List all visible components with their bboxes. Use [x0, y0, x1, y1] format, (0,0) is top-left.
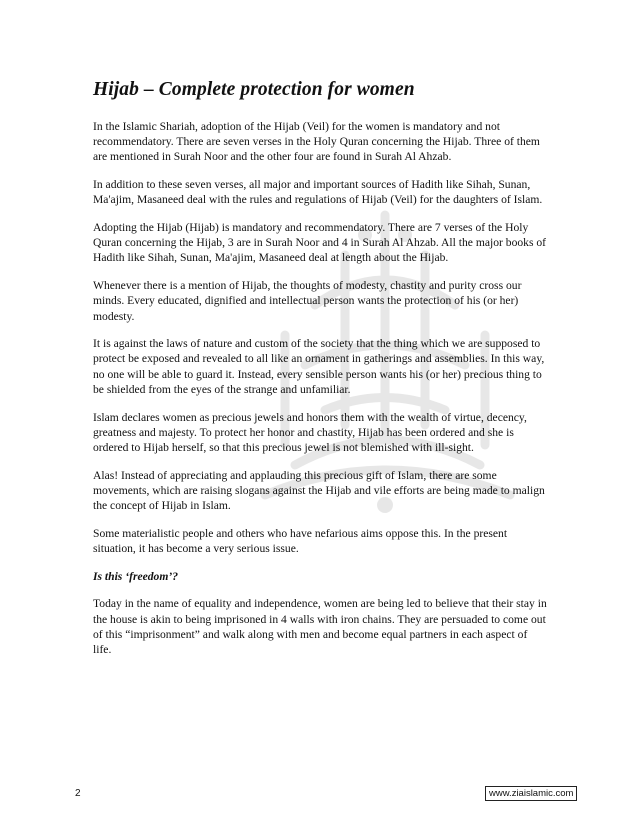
footer-website-link[interactable]: www.ziaislamic.com	[485, 786, 577, 801]
paragraph: Alas! Instead of appreciating and applauding this precious gift of Islam, there are some movements, which are raising slogans against the Hijab and vile efforts are being made to malign the concept of Hijab in Islam.	[93, 468, 545, 513]
paragraph: It is against the laws of nature and custom of the society that the thing which we are supposed to protect be exposed and revealed to all like an ornament in gatherings and assemblies. In this way, no one will be able to guard it. Instead, every sensible person wants his (or her) precious thing to be shielded from the eyes of the strange and unfamiliar.	[93, 337, 545, 396]
page-number: 2	[75, 788, 81, 799]
article-body	[93, 78, 548, 670]
paragraph: In addition to these seven verses, all major and important sources of Hadith like Sihah, Sunan, Ma'ajim, Masaneed deal with the rules and regulations of Hijab (Veil) for the daughters of Islam.	[93, 178, 543, 207]
page-title: Hijab – Complete protection for women	[93, 79, 415, 100]
paragraph: Today in the name of equality and independence, women are being led to believe that their stay in the house is akin to being imprisoned in 4 walls with iron chains. They are persuaded to come out of this “imprisonment” and walk along with men and become equal partners in each aspect of life.	[93, 597, 547, 656]
paragraph: Whenever there is a mention of Hijab, the thoughts of modesty, chastity and purity cross our minds. Every educated, dignified and intellectual person wants the protection of his (or her) modesty.	[93, 279, 522, 323]
paragraph: Some materialistic people and others who have nefarious aims oppose this. In the present situation, it has become a very serious issue.	[93, 526, 508, 555]
section-subheading: Is this ‘freedom’?	[93, 569, 179, 583]
paragraph: In the Islamic Shariah, adoption of the Hijab (Veil) for the women is mandatory and not recommendatory. There are seven verses in the Holy Quran concerning the Hijab. Three of them are mentioned in Surah Noor and the other four are found in Surah Al Ahzab.	[93, 120, 540, 164]
paragraph: Adopting the Hijab (Hijab) is mandatory and recommendatory. There are 7 verses of the Holy Quran concerning the Hijab, 3 are in Surah Noor and 4 in Surah Al Ahzab. All the major books of Hadith like Sihah, Sunan, Ma'ajim, Masaneed deal at length about the Hijab.	[93, 221, 547, 265]
paragraph: Islam declares women as precious jewels and honors them with the wealth of virtue, decency, greatness and majesty. To protect her honor and chastity, Hijab has been ordered and she is ordered to Hijab herself, so that this precious jewel is not blemished with ill-sight.	[93, 410, 527, 454]
